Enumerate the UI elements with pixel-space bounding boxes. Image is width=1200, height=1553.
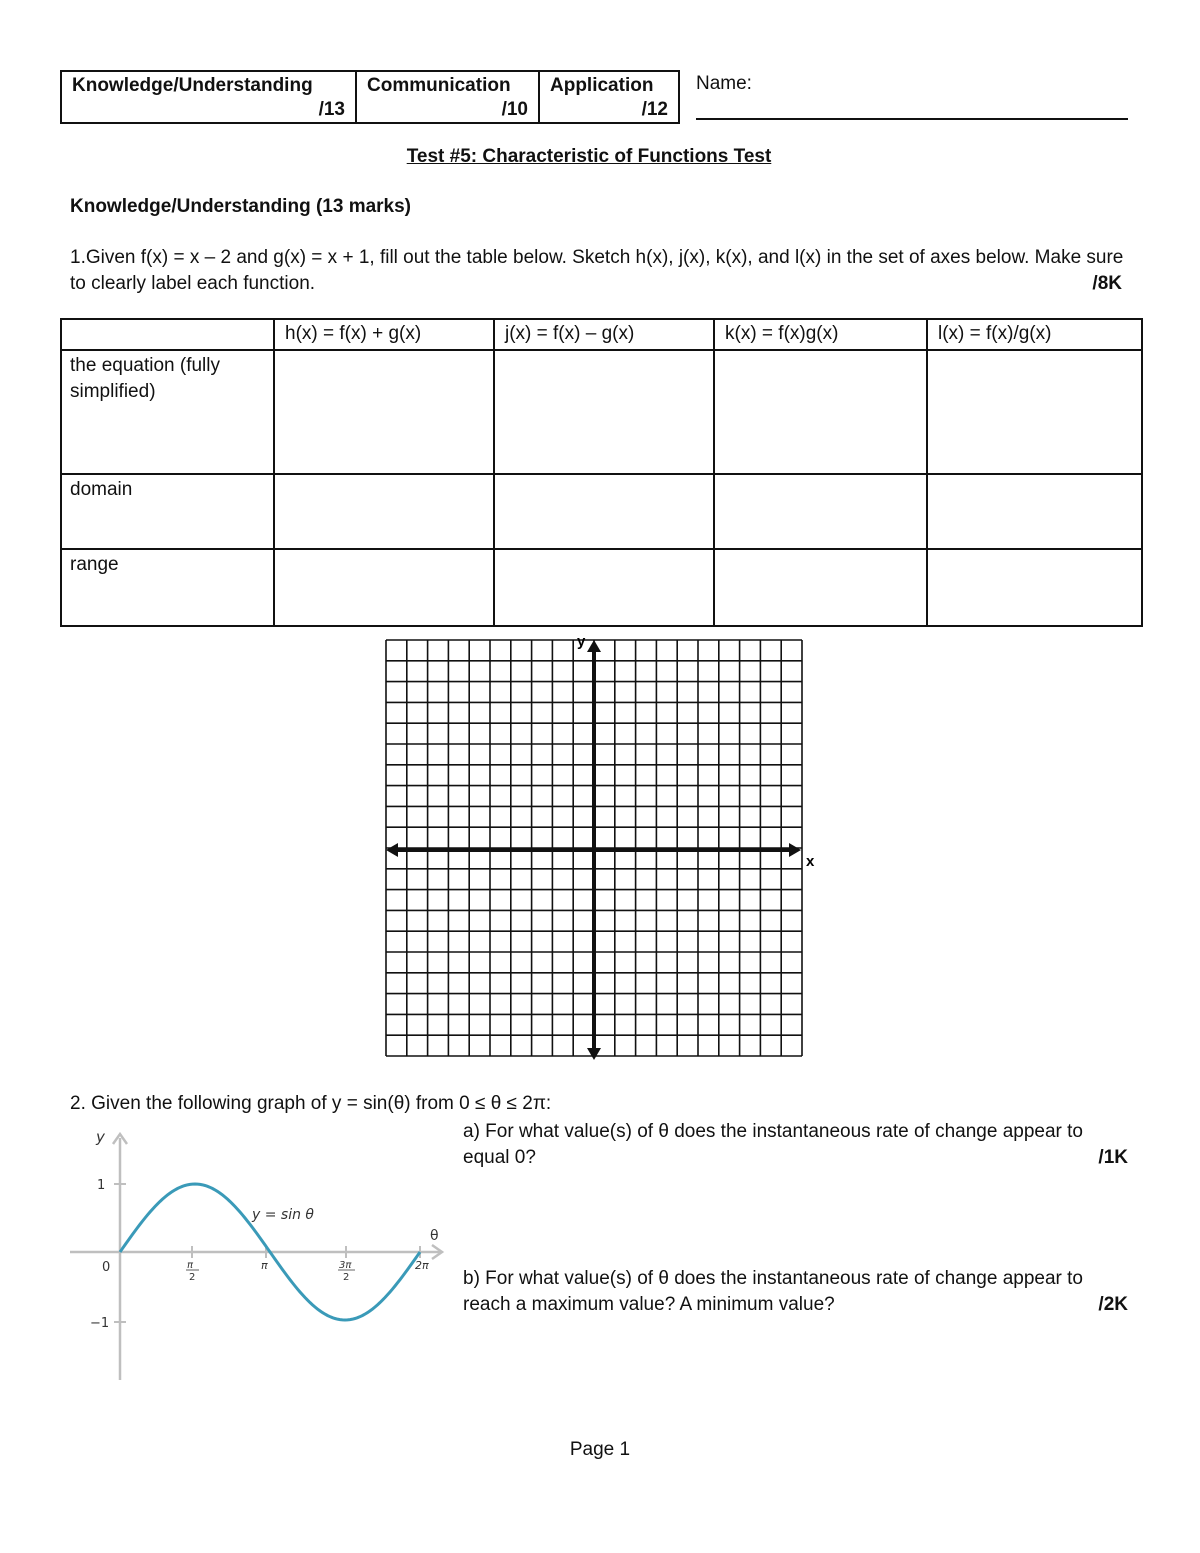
sine-x-axis-label: θ	[430, 1228, 439, 1244]
answer-cell-h-equation[interactable]	[274, 350, 494, 474]
row-label-range: range	[61, 549, 274, 626]
y-axis-down-arrow-icon	[587, 1048, 601, 1060]
answer-cell-j-equation[interactable]	[494, 350, 714, 474]
grid-y-label: y	[577, 633, 586, 650]
table-corner-cell	[61, 319, 274, 350]
answer-cell-h-domain[interactable]	[274, 474, 494, 549]
answer-cell-k-domain[interactable]	[714, 474, 927, 549]
sine-y-tick-1: 1	[97, 1178, 106, 1193]
row-label-domain: domain	[61, 474, 274, 549]
sine-x-tick-three-half-pi-den: 2	[343, 1272, 350, 1283]
function-table	[60, 318, 1143, 627]
marks-cell-application: Application /12	[539, 71, 679, 123]
question-2a-text: a) For what value(s) of θ does the instantaneous rate of change appear to equal 0?	[463, 1121, 1083, 1168]
sine-x-tick-pi: π	[261, 1259, 268, 1272]
answer-cell-h-range[interactable]	[274, 549, 494, 626]
question-2b-marks: /2K	[1098, 1294, 1128, 1315]
sine-x-tick-half-pi-num: π	[187, 1260, 194, 1271]
name-field-line[interactable]	[696, 118, 1128, 120]
section-heading: Knowledge/Understanding (13 marks)	[70, 196, 412, 217]
answer-cell-l-range[interactable]	[927, 549, 1142, 626]
grid-x-label: x	[806, 853, 815, 870]
question-2b	[463, 1266, 1130, 1318]
page-footer: Page 1	[569, 1439, 631, 1460]
test-title: Test #5: Characteristic of Functions Test	[406, 146, 772, 167]
answer-cell-l-domain[interactable]	[927, 474, 1142, 549]
answer-cell-k-equation[interactable]	[714, 350, 927, 474]
sine-curve-label: y = sin θ	[252, 1207, 314, 1223]
answer-cell-j-range[interactable]	[494, 549, 714, 626]
row-label-equation: the equation (fully simplified)	[61, 350, 274, 474]
y-axis-up-arrow-icon	[587, 640, 601, 652]
marks-cell-communication: Communication /10	[356, 71, 539, 123]
marks-summary-table	[60, 70, 680, 124]
sine-graph	[66, 1122, 451, 1384]
sine-x-tick-two-pi: 2π	[415, 1259, 429, 1272]
question-2-prompt: 2. Given the following graph of y = sin(θ) from 0 ≤ θ ≤ 2π:	[70, 1093, 552, 1114]
question-2b-text: b) For what value(s) of θ does the instantaneous rate of change appear to reach a maximum value? A minimum value?	[463, 1268, 1083, 1315]
x-axis-right-arrow-icon	[789, 843, 801, 857]
column-header-j: j(x) = f(x) – g(x)	[494, 319, 714, 350]
question-1	[70, 245, 1130, 297]
answer-cell-j-domain[interactable]	[494, 474, 714, 549]
question-1-marks: /8K	[1092, 273, 1122, 294]
name-label: Name:	[696, 73, 752, 94]
column-header-l: l(x) = f(x)/g(x)	[927, 319, 1142, 350]
marks-cell-knowledge: Knowledge/Understanding /13	[61, 71, 356, 123]
coordinate-grid[interactable]	[380, 630, 820, 1065]
sine-y-tick-0: 0	[102, 1260, 111, 1275]
x-axis-left-arrow-icon	[386, 843, 398, 857]
question-1-text: 1.Given f(x) = x – 2 and g(x) = x + 1, fill out the table below. Sketch h(x), j(x), k(x), and l(x) in the set of axes below. Make sure to clearly label each function.	[70, 247, 1124, 294]
sine-y-axis-label: y	[96, 1128, 105, 1146]
sine-x-tick-three-half-pi-num: 3π	[339, 1260, 352, 1271]
answer-cell-k-range[interactable]	[714, 549, 927, 626]
answer-cell-l-equation[interactable]	[927, 350, 1142, 474]
column-header-h: h(x) = f(x) + g(x)	[274, 319, 494, 350]
question-2a-marks: /1K	[1098, 1147, 1128, 1168]
sine-y-tick-neg1: −1	[90, 1316, 110, 1331]
question-2a	[463, 1119, 1130, 1171]
sine-x-tick-half-pi-den: 2	[189, 1272, 196, 1283]
column-header-k: k(x) = f(x)g(x)	[714, 319, 927, 350]
